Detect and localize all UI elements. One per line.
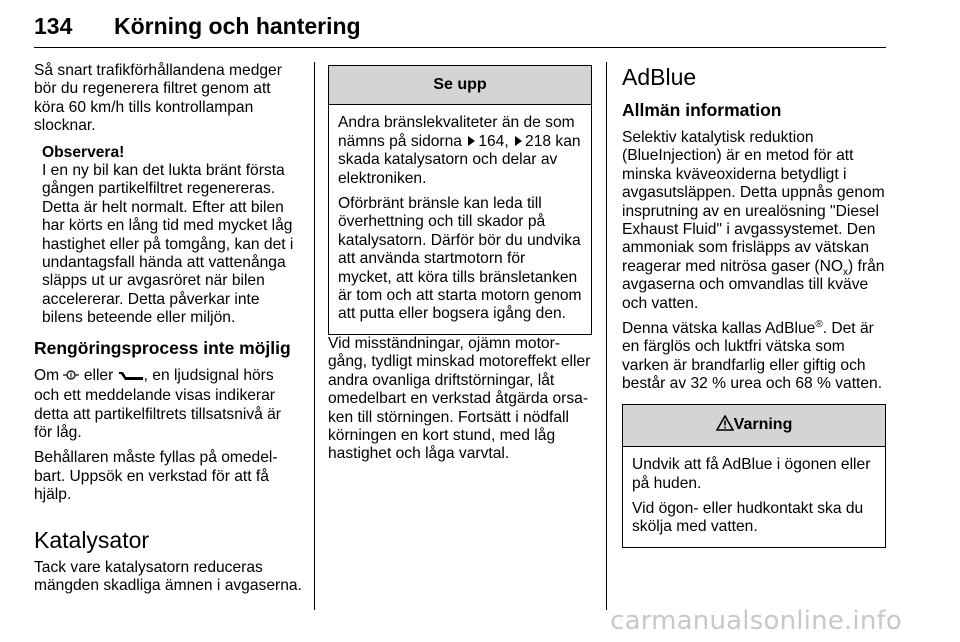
chapter-title: Körning och hantering [114, 13, 361, 39]
general-info-heading: Allmän information [622, 100, 782, 120]
page-number: 134 [34, 13, 73, 39]
exhaust-pipe-icon [118, 369, 144, 387]
warning-title: Varning [733, 415, 793, 433]
page-ref-arrow-icon [468, 136, 475, 146]
header-rule [34, 47, 886, 48]
adblue-heading: AdBlue [622, 64, 697, 90]
warning-paragraph: Vid ögon- eller hudkontakt ska du skölja med vatten. [632, 499, 864, 536]
page-ref-arrow-icon [515, 136, 522, 146]
warning-title-bar [623, 405, 885, 447]
cleaning-paragraph: Om eller , en ljudsignal hörs och ett meddelande visas indikerar detta att partikelfiltrets tillsatsnivå är för låg. [34, 366, 282, 441]
warning-triangle-icon [716, 415, 734, 436]
column-divider [314, 62, 315, 610]
watermark: carmanualsonline.info [610, 606, 902, 636]
note-block [34, 144, 302, 328]
caution-paragraph: Oförbränt bränsle kan leda till överhettning och till skador på katalysatorn. Därför bör du undvika att använda startmotorn för mycket, att köra tills bränsletanken är tom och att starta motorn genom att putta eller bogsera igång den. [338, 195, 582, 323]
page-ref-link[interactable]: 164, [478, 132, 509, 150]
warning-light-icon [63, 368, 79, 387]
column-1 [34, 62, 302, 602]
page-header [34, 0, 886, 48]
note-title: Observera! [42, 143, 125, 161]
caution-paragraph: Andra bränslekvaliteter än de som nämns på sidorna 164, 218 kan skada katalysatorn och delar av elektroniken. [338, 114, 581, 187]
caution-box [328, 65, 592, 335]
katalysator-heading: Katalysator [34, 526, 150, 553]
refill-paragraph: Behållaren måste fyllas på omedelbart. Uppsök en verkstad för att få hjälp. [34, 449, 278, 504]
adblue-paragraph: Denna vätska kallas AdBlue®. Det är en färglös och luktfri vätska som varken är brandfarlig eller giftig och består av 32 % urea och 68 % vatten. [622, 318, 883, 393]
column-3 [622, 62, 886, 548]
katalysator-paragraph: Tack vare katalysatorn reduceras mängden skadliga ämnen i avgaserna. [34, 558, 302, 594]
caution-title: Se upp [329, 66, 591, 105]
intro-paragraph: Så snart trafikförhållandena medger bör du regenerera filtret genom att köra 60 km/h tills kontrollampan slocknar. [34, 62, 282, 135]
note-text: I en ny bil kan det lukta bränt första gången partikelfiltret regenereras. Detta är helt normalt. Efter att bilen har körts en lång tid med mycket låg hastighet eller på tomgång, kan det i undantagsfall hända att vattenånga släpps ut ur avgasröret när bilen accelererar. Detta påverkar inte bilens beteende eller miljön. [42, 162, 294, 327]
column-divider [606, 62, 607, 610]
warning-paragraph: Undvik att få AdBlue i ögonen eller på huden. [632, 456, 871, 492]
warning-box [622, 404, 886, 548]
adblue-paragraph: Selektiv katalytisk reduktion (BlueInjection) är en metod för att minska kväveoxiderna betydligt i avgasutsläppen. Detta uppnås genom insprutning av en urealösning "Diesel Exhaust Fluid" i avgassystemet. Den ammoniak som frisläpps av vätskan reagerar med nitrösa gaser $(NO_x)$ från avgaserna och omvandlas till kväve och vatten. [622, 129, 885, 312]
page-ref-link[interactable]: 218 [525, 132, 552, 150]
section-heading: Rengöringsprocess inte möjlig [34, 337, 291, 358]
column-2 [328, 62, 592, 471]
misfire-paragraph: Vid misständningar, ojämn motorgång, tydligt minskad motoreffekt eller andra ovanliga driftstörningar, låt omedelbart en verkstad åtgärda orsaken till störningen. Fortsätt i nödfall körningen en kort stund, med låg hastighet och låga varvtal. [328, 334, 591, 463]
